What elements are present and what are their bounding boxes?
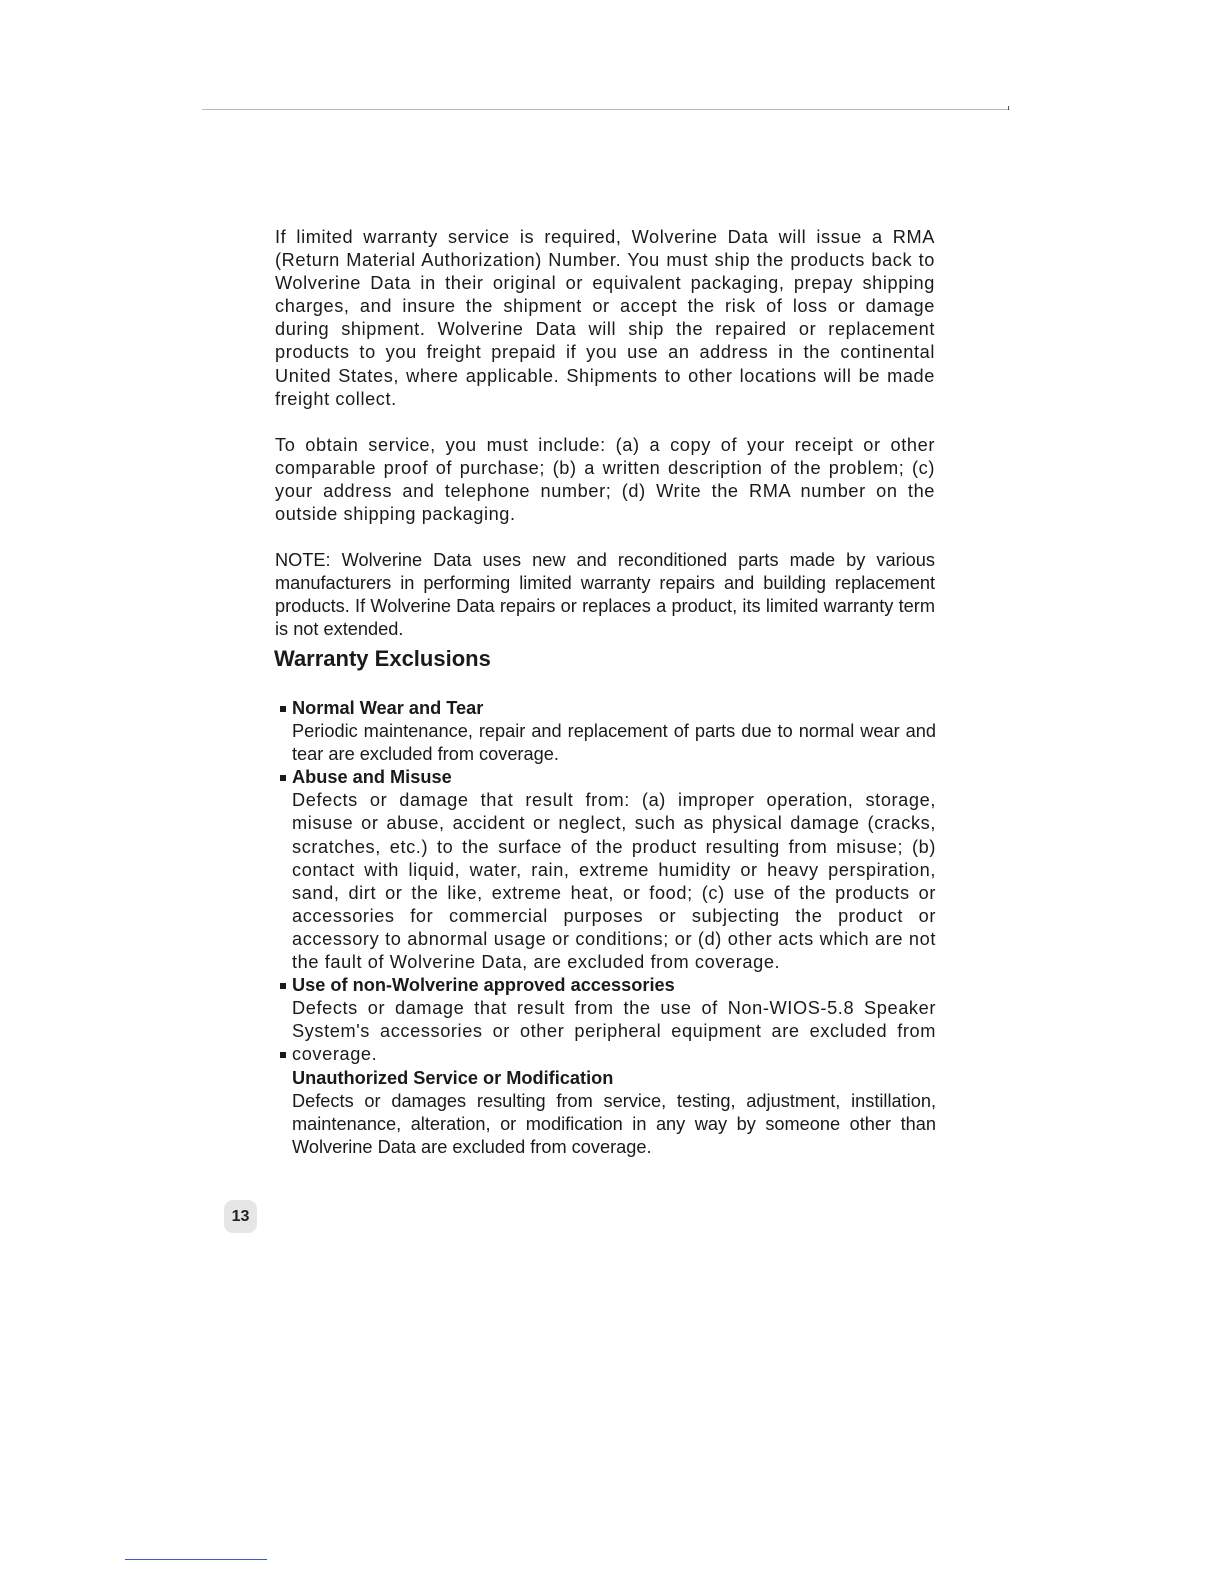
header-rule-tick xyxy=(1008,106,1009,110)
exclusion-title: Use of non-Wolverine approved accessories xyxy=(292,975,675,996)
bullet-icon xyxy=(280,983,286,989)
bullet-icon xyxy=(280,1052,286,1058)
list-item xyxy=(292,766,936,974)
bullet-icon xyxy=(280,775,286,781)
exclusion-title: Abuse and Misuse xyxy=(292,767,452,788)
bullet-icon xyxy=(280,706,286,712)
header-rule xyxy=(202,109,1010,110)
exclusion-title: Unauthorized Service or Modification xyxy=(292,1067,614,1088)
exclusion-description: Defects or damages resulting from service, testing, adjustment, instillation, maintenance, alteration, or modification in any way by someone other than Wolverine Data are excluded from coverage. xyxy=(292,1090,936,1157)
list-item xyxy=(292,697,936,766)
exclusion-title: Normal Wear and Tear xyxy=(292,698,484,718)
page-number-badge: 13 xyxy=(224,1200,257,1233)
exclusion-description: Defects or damage that result from: (a) improper operation, storage, misuse or abuse, accident or neglect, such as physical damage (cracks, scratches, etc.) to the surface of the product resulting from misuse; (b) contact with liquid, water, rain, extreme humidity or heavy perspiration, sand, dirt or the like, extreme heat, or food; (c) use of the products or accessories for commercial purposes or subjecting the product or accessory to abnormal usage or conditions; or (d) other acts which are not the fault of Wolverine Data, are excluded from coverage. xyxy=(292,790,936,973)
footer-link-underline xyxy=(125,1559,267,1560)
exclusions-list xyxy=(292,697,936,1159)
paragraph-obtain-service: To obtain service, you must include: (a) a copy of your receipt or other comparable proof of purchase; (b) a written description of the problem; (c) your address and telephone number; (d) Write the RMA number on the outside shipping packaging. xyxy=(275,434,935,525)
body-text xyxy=(275,226,935,642)
list-item xyxy=(292,1067,936,1159)
exclusion-description: Periodic maintenance, repair and replacement of parts due to normal wear and tear are excluded from coverage. xyxy=(292,721,936,765)
list-item xyxy=(292,974,936,1066)
section-heading: Warranty Exclusions xyxy=(274,646,491,671)
paragraph-note: NOTE: Wolverine Data uses new and reconditioned parts made by various manufacturers in performing limited warranty repairs and building replacement products. If Wolverine Data repairs or replaces a product, its limited warranty term is not extended. xyxy=(275,550,935,640)
paragraph-rma: If limited warranty service is required, Wolverine Data will issue a RMA (Return Material Authorization) Number. You must ship the products back to Wolverine Data in their original or equivalent packaging, prepay shipping charges, and insure the shipment or accept the risk of loss or damage during shipment. Wolverine Data will ship the repaired or replacement products to you freight prepaid if you use an address in the continental United States, where applicable. Shipments to other locations will be made freight collect. xyxy=(275,227,935,409)
exclusion-description: Defects or damage that result from the use of Non-WIOS-5.8 Speaker System's accessories or other peripheral equipment are excluded from coverage. xyxy=(292,998,936,1065)
